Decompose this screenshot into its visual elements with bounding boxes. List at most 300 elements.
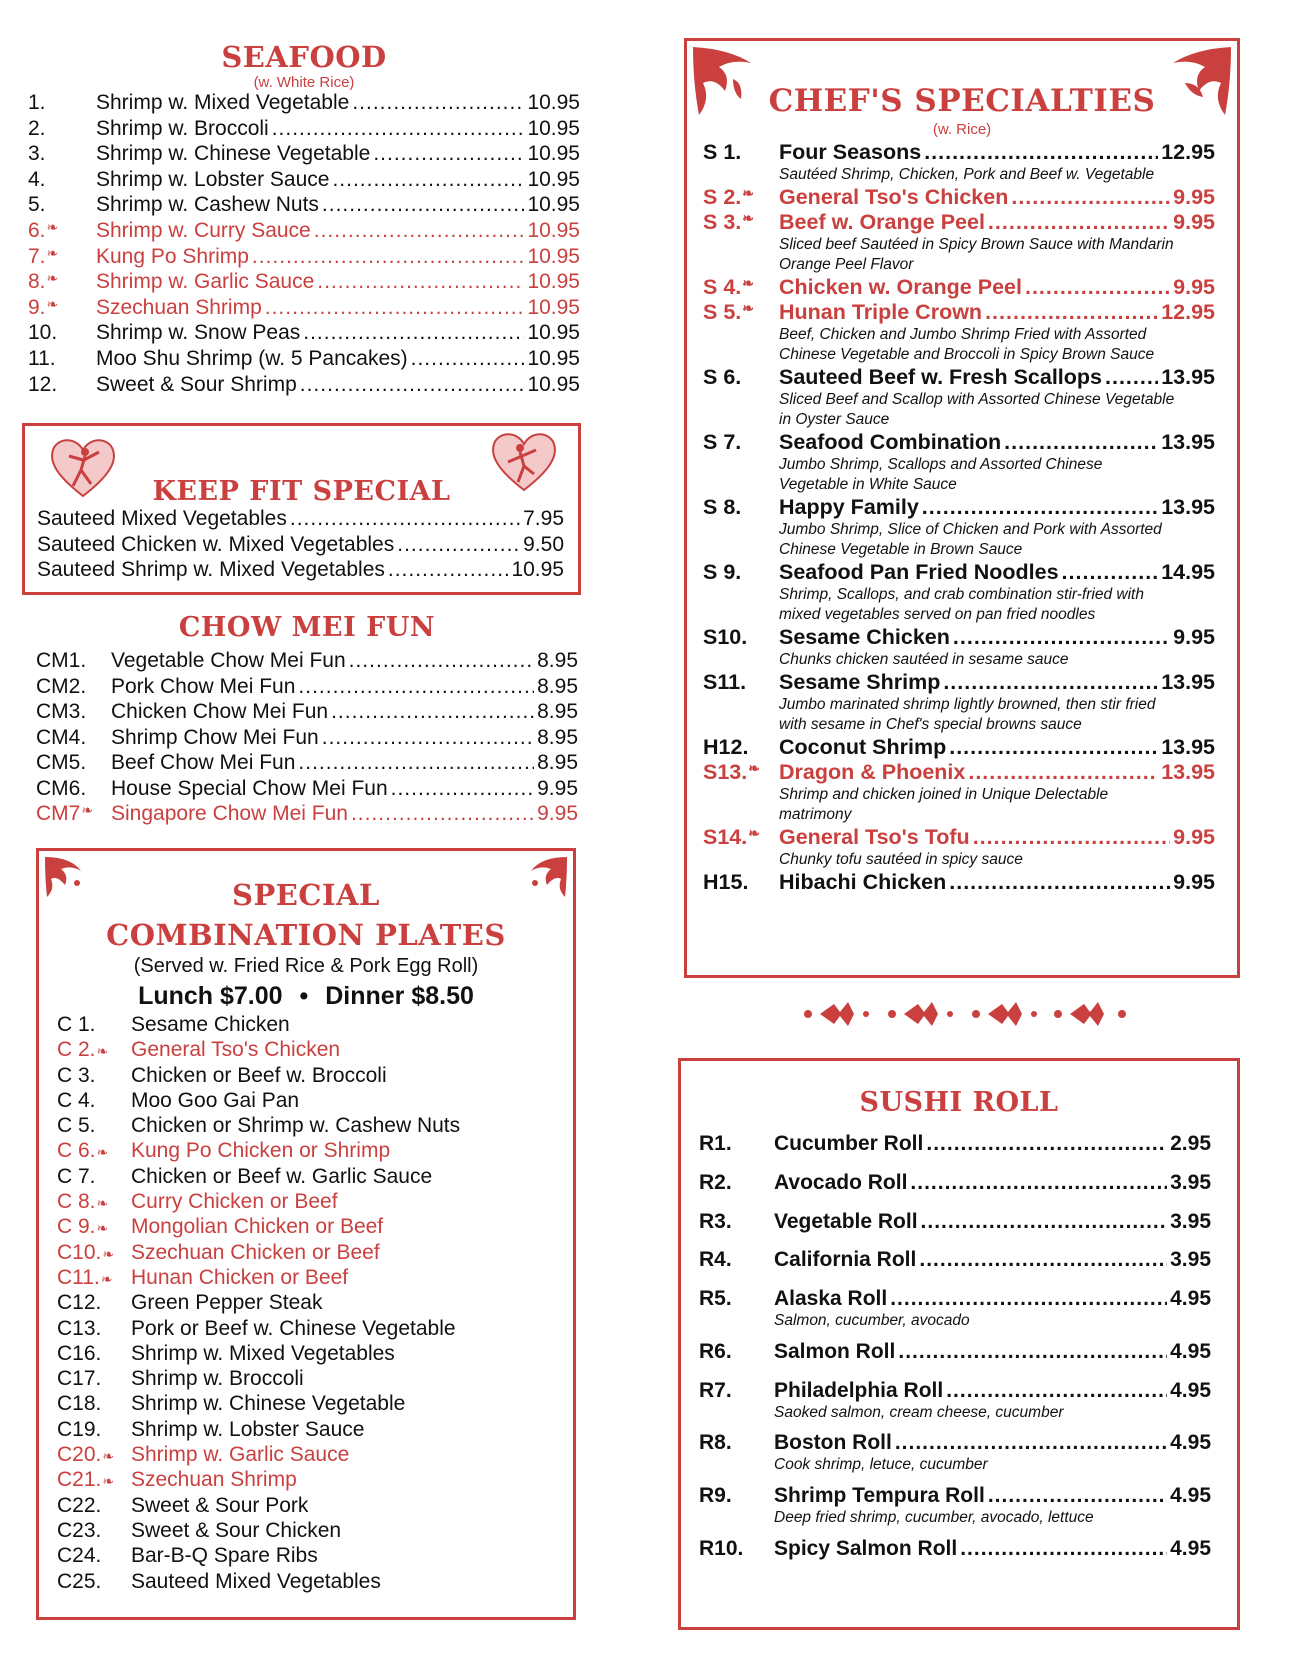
item-number-text: C10. (57, 1240, 102, 1264)
item-number: CM6. (36, 776, 87, 800)
leader-dots (1105, 365, 1158, 390)
item-price: 8.95 (537, 674, 578, 698)
item-number: CM2. (36, 674, 87, 698)
item-name: Szechuan Shrimp (131, 1468, 297, 1492)
leader-dots (322, 726, 534, 750)
leader-dots (898, 1340, 1167, 1364)
menu-item-row (699, 1171, 1211, 1195)
item-price: 3.95 (1170, 1209, 1211, 1233)
hot-pepper-icon: ❧ (742, 275, 754, 291)
item-number: S 8. (703, 495, 742, 519)
menu-item-row (703, 870, 1215, 895)
chefs-subtitle: (w. Rice) (932, 121, 992, 138)
combo-item (57, 1291, 573, 1316)
item-number-text: CM7 (36, 802, 81, 825)
item-name: Dragon & Phoenix (779, 760, 966, 784)
item-number-text: C24. (57, 1544, 102, 1568)
item-name: Shrimp w. Snow Peas (96, 321, 301, 345)
item-number-text: C12. (57, 1291, 102, 1315)
menu-item (703, 140, 1215, 185)
item-price: 10.95 (511, 558, 564, 581)
item-description: Salmon, cucumber, avocado (774, 1312, 970, 1330)
menu-item-row (703, 365, 1215, 390)
item-description: Sautéed Shrimp, Chicken, Pork and Beef w. Vegetable (779, 166, 1155, 183)
hot-pepper-icon: ❧ (96, 1144, 109, 1161)
item-number (57, 1443, 131, 1467)
item-number: S10. (703, 625, 748, 649)
item-name: Moo Shu Shrimp (w. 5 Pancakes) (96, 346, 408, 370)
heart-dancer-icon (488, 428, 560, 494)
item-number-text: C 8. (57, 1190, 96, 1214)
combo-item (57, 1342, 573, 1367)
leader-dots (265, 296, 525, 320)
item-name: Moo Goo Gai Pan (131, 1088, 300, 1112)
item-name: Pork Chow Mei Fun (111, 674, 296, 698)
hot-pepper-icon: ❧ (81, 802, 94, 818)
item-number (703, 275, 779, 300)
heart-dancer-icon (47, 434, 119, 500)
leader-dots (252, 245, 525, 269)
combo-item (57, 1038, 573, 1063)
item-number (57, 1570, 131, 1594)
menu-item (699, 1340, 1211, 1379)
item-number (57, 1038, 131, 1062)
item-number: 2. (28, 116, 46, 140)
item-name: Hunan Chicken or Beef (131, 1265, 349, 1289)
item-number: H12. (703, 735, 749, 759)
leader-dots (960, 1537, 1167, 1561)
item-number-text: C 7. (57, 1164, 96, 1188)
hot-pepper-icon: ❧ (46, 218, 59, 235)
leader-dots (919, 1248, 1167, 1272)
item-number (57, 1013, 131, 1037)
menu-item (703, 365, 1215, 430)
leader-dots (298, 751, 534, 775)
item-price: 7.95 (523, 507, 564, 530)
menu-item (28, 270, 580, 296)
item-description: Jumbo Shrimp, Scallops and Assorted Chinese Vegetable in White Sauce (779, 456, 1103, 493)
item-number-text: C19. (57, 1417, 102, 1441)
item-number: S 7. (703, 430, 742, 454)
item-number-text: C 1. (57, 1013, 96, 1036)
item-price: 10.95 (527, 116, 580, 140)
item-number: 12. (28, 372, 58, 396)
keep-fit-list (25, 507, 578, 584)
menu-item-row (699, 1287, 1211, 1311)
combo-item (57, 1418, 573, 1443)
menu-item (699, 1210, 1211, 1249)
item-description: Sliced Beef and Scallop with Assorted Chinese Vegetable in Oyster Sauce (779, 391, 1175, 428)
item-name: Chicken or Beef w. Garlic Sauce (131, 1164, 433, 1188)
menu-item (36, 675, 578, 701)
menu-item (703, 870, 1215, 895)
item-price: 8.95 (537, 751, 578, 774)
menu-item (703, 495, 1215, 560)
item-number: CM4. (36, 725, 87, 749)
item-name: Salmon Roll (774, 1339, 896, 1363)
menu-item-row (703, 735, 1215, 760)
item-number (57, 1165, 131, 1189)
leader-dots (317, 270, 524, 294)
item-price: 8.95 (537, 725, 578, 749)
item-number-text: S14. (703, 825, 748, 849)
chow-mei-fun-section (36, 612, 578, 828)
item-number (57, 1241, 131, 1265)
hot-pepper-icon: ❧ (102, 1448, 115, 1465)
menu-item (699, 1248, 1211, 1287)
item-number (703, 185, 779, 210)
item-number-text: 7. (28, 244, 46, 268)
menu-item (703, 300, 1215, 365)
menu-item-row (699, 1248, 1211, 1272)
item-price: 13.95 (1161, 760, 1215, 784)
item-number-text: C 3. (57, 1063, 96, 1087)
menu-item (28, 91, 580, 117)
hot-pepper-icon: ❧ (742, 210, 754, 226)
item-price: 3.95 (1170, 1170, 1211, 1194)
sushi-title: SUSHI ROLL (859, 1087, 1059, 1118)
leader-dots (988, 210, 1170, 235)
menu-item-row (703, 430, 1215, 455)
menu-item-row (703, 560, 1215, 585)
leader-dots (968, 760, 1158, 785)
item-price: 13.95 (1161, 735, 1215, 759)
menu-item (36, 649, 578, 675)
item-number: S11. (703, 670, 747, 694)
leader-dots (1004, 430, 1158, 455)
item-price: 10.95 (527, 91, 580, 114)
item-name: Chicken Chow Mei Fun (111, 700, 329, 723)
item-description: Beef, Chicken and Jumbo Shrimp Fried with Assorted Chinese Vegetable and Broccoli in Spicy Brown Sauce (779, 326, 1155, 363)
item-number: 10. (28, 321, 58, 345)
item-name: Shrimp w. Curry Sauce (96, 218, 311, 242)
menu-item (37, 558, 564, 584)
item-number (57, 1418, 131, 1442)
lunch-price: Lunch $7.00 (138, 982, 283, 1010)
menu-item (28, 142, 580, 168)
item-name: Philadelphia Roll (774, 1378, 944, 1402)
item-number-text: C23. (57, 1518, 102, 1542)
item-number (57, 1291, 131, 1315)
item-number: R1. (699, 1132, 732, 1155)
item-name: Beef w. Orange Peel (779, 210, 985, 234)
menu-item-row (703, 495, 1215, 520)
menu-item (36, 700, 578, 726)
item-number (703, 300, 779, 325)
item-number-text: C 5. (57, 1114, 96, 1138)
hot-pepper-icon: ❧ (96, 1043, 109, 1060)
menu-item (28, 193, 580, 219)
combo-item (57, 1114, 573, 1139)
combo-item (57, 1266, 573, 1291)
item-number: 11. (28, 346, 56, 370)
item-name: Kung Po Shrimp (96, 244, 249, 268)
leader-dots (921, 1210, 1168, 1234)
item-number (28, 245, 96, 269)
leader-dots (314, 219, 525, 243)
hot-pepper-icon: ❧ (96, 1195, 109, 1212)
item-price: 4.95 (1170, 1378, 1211, 1402)
item-number: R6. (699, 1339, 732, 1363)
chefs-title: CHEF'S SPECIALTIES (768, 83, 1156, 119)
leader-dots (272, 117, 525, 141)
menu-item-row (703, 210, 1215, 235)
item-name: Pork or Beef w. Chinese Vegetable (131, 1316, 456, 1340)
menu-item (703, 210, 1215, 275)
item-price: 9.95 (1173, 625, 1215, 649)
hot-pepper-icon: ❧ (742, 185, 754, 201)
item-description: Chunks chicken sautéed in sesame sauce (779, 651, 1069, 668)
menu-item (703, 185, 1215, 210)
menu-item-row (699, 1379, 1211, 1403)
combo-item (57, 1392, 573, 1417)
item-number: CM5. (36, 751, 87, 774)
menu-item-row (699, 1340, 1211, 1364)
menu-item (36, 751, 578, 777)
item-number-text: 6. (28, 218, 46, 242)
combo-item (57, 1165, 573, 1190)
item-number: H15. (703, 870, 749, 894)
item-number-text: C 6. (57, 1139, 96, 1163)
item-name: Sesame Shrimp (779, 670, 941, 694)
combo-item (57, 1139, 573, 1164)
item-name: Bar-B-Q Spare Ribs (131, 1544, 318, 1568)
item-price: 9.50 (523, 532, 564, 556)
item-number: R10. (699, 1536, 744, 1560)
menu-item-row (703, 140, 1215, 165)
leader-dots (331, 700, 534, 724)
menu-item (699, 1287, 1211, 1340)
item-number-text: C18. (57, 1392, 102, 1416)
combination-prices (39, 982, 573, 1011)
item-name: Sauteed Mixed Vegetables (37, 507, 287, 530)
item-price: 4.95 (1170, 1287, 1211, 1311)
chefs-list (687, 140, 1237, 895)
item-name: Shrimp w. Chinese Vegetable (96, 142, 371, 166)
item-name: Mongolian Chicken or Beef (131, 1215, 384, 1239)
price-separator: • (299, 982, 309, 1010)
seafood-subtitle: (w. White Rice) (253, 74, 355, 91)
item-number (57, 1317, 131, 1341)
item-number-text: C22. (57, 1493, 102, 1517)
menu-item (28, 168, 580, 194)
menu-item (28, 219, 580, 245)
item-name: Green Pepper Steak (131, 1291, 323, 1315)
menu-item-row (703, 185, 1215, 210)
menu-item (28, 347, 580, 373)
item-number: R9. (699, 1484, 732, 1508)
leader-dots (890, 1287, 1167, 1311)
item-description: Chunky tofu sautéed in spicy sauce (779, 851, 1023, 868)
menu-item (28, 373, 580, 399)
item-price: 14.95 (1161, 560, 1215, 584)
item-name: Seafood Combination (779, 430, 1002, 454)
item-number (57, 1064, 131, 1088)
leader-dots (953, 625, 1170, 650)
item-price: 10.95 (527, 193, 580, 217)
combination-title-line2: COMBINATION PLATES (106, 918, 506, 952)
item-price: 13.95 (1161, 670, 1215, 694)
menu-item-row (699, 1484, 1211, 1508)
item-number-text: S 4. (703, 275, 742, 299)
menu-item (699, 1537, 1211, 1576)
combination-served: (Served w. Fried Rice & Pork Egg Roll) (133, 955, 479, 977)
hot-pepper-icon: ❧ (46, 295, 59, 312)
hot-pepper-icon: ❧ (100, 1270, 113, 1287)
leader-dots (351, 802, 534, 826)
item-number (57, 1367, 131, 1391)
item-number-text: C25. (57, 1569, 102, 1593)
combo-item (57, 1064, 573, 1089)
combination-section (36, 848, 576, 1620)
item-name: Alaska Roll (774, 1287, 888, 1311)
item-name: Shrimp w. Mixed Vegetable (96, 91, 350, 114)
leader-dots (332, 168, 524, 192)
item-name: Vegetable Roll (774, 1209, 918, 1233)
menu-item-row (703, 300, 1215, 325)
item-name: General Tso's Chicken (131, 1038, 341, 1062)
item-price: 13.95 (1161, 495, 1215, 519)
hot-pepper-icon: ❧ (742, 300, 754, 316)
chow-mei-fun-title: CHOW MEI FUN (178, 612, 436, 643)
item-name: Shrimp w. Mixed Vegetables (131, 1341, 395, 1365)
item-price: 4.95 (1170, 1484, 1211, 1508)
item-number-text: C 2. (57, 1038, 96, 1062)
keep-fit-section (22, 423, 581, 595)
item-price: 10.95 (527, 321, 580, 345)
item-name: Sauteed Shrimp w. Mixed Vegetables (37, 558, 385, 581)
menu-item (28, 321, 580, 347)
item-number-text: S13. (703, 760, 748, 784)
item-price: 4.95 (1170, 1431, 1211, 1455)
item-number (57, 1544, 131, 1568)
leader-dots (922, 495, 1158, 520)
item-number (703, 210, 779, 235)
item-number-text: C 9. (57, 1215, 96, 1239)
item-name: Shrimp w. Cashew Nuts (96, 193, 319, 217)
leader-dots (298, 675, 534, 699)
menu-item-row (703, 760, 1215, 785)
decorative-divider (800, 998, 1134, 1030)
item-name: Hunan Triple Crown (779, 300, 983, 324)
item-number (703, 760, 779, 785)
item-price: 8.95 (537, 700, 578, 723)
corner-ornament-icon (41, 853, 101, 913)
item-number: R2. (699, 1170, 732, 1194)
item-number-text: C 4. (57, 1088, 96, 1112)
item-number (57, 1114, 131, 1138)
item-description: Cook shrimp, letuce, cucumber (774, 1456, 988, 1474)
menu-item (36, 777, 578, 803)
item-name: Cucumber Roll (774, 1132, 924, 1155)
menu-item (699, 1431, 1211, 1484)
item-price: 9.95 (1173, 825, 1215, 849)
leader-dots (411, 347, 525, 371)
menu-item (28, 296, 580, 322)
menu-item (37, 533, 564, 559)
menu-item-row (703, 275, 1215, 300)
leader-dots (973, 825, 1170, 850)
combo-item (57, 1367, 573, 1392)
seafood-section (28, 40, 580, 398)
item-name: Sauteed Chicken w. Mixed Vegetables (37, 532, 395, 556)
item-price: 10.95 (527, 218, 580, 242)
item-number (57, 1468, 131, 1492)
menu-item (703, 670, 1215, 735)
menu-item (36, 802, 578, 828)
item-name: Seafood Pan Fried Noodles (779, 560, 1059, 584)
item-price: 8.95 (537, 649, 578, 672)
item-number (57, 1139, 131, 1163)
leader-dots (926, 1132, 1167, 1156)
item-name: Sweet & Sour Shrimp (96, 372, 297, 396)
item-number (28, 270, 96, 294)
combo-item (57, 1443, 573, 1468)
menu-item (703, 275, 1215, 300)
item-price: 13.95 (1161, 365, 1215, 389)
combo-item (57, 1190, 573, 1215)
menu-item (703, 760, 1215, 825)
item-number (36, 802, 111, 826)
corner-ornament-icon (1155, 43, 1235, 133)
item-name: Shrimp w. Chinese Vegetable (131, 1392, 406, 1416)
item-number: CM1. (36, 649, 87, 672)
hot-pepper-icon: ❧ (96, 1220, 109, 1237)
item-price: 12.95 (1161, 140, 1215, 164)
leader-dots (373, 142, 524, 166)
item-number-text: C17. (57, 1367, 102, 1391)
leader-dots (943, 670, 1158, 695)
item-number: CM3. (36, 700, 87, 723)
item-name: Chicken or Beef w. Broccoli (131, 1063, 387, 1087)
menu-item-row (699, 1132, 1211, 1156)
sushi-list (681, 1132, 1237, 1576)
combo-item (57, 1317, 573, 1342)
item-name: Curry Chicken or Beef (131, 1190, 338, 1214)
item-price: 2.95 (1170, 1132, 1211, 1155)
item-number-text: S 2. (703, 185, 742, 209)
item-price: 9.95 (1173, 870, 1215, 894)
combination-title-line1: SPECIAL (232, 878, 380, 912)
menu-item-row (699, 1210, 1211, 1234)
item-number-text: 9. (28, 295, 46, 319)
item-name: General Tso's Chicken (779, 185, 1009, 209)
item-number: R5. (699, 1287, 732, 1311)
item-number: 3. (28, 142, 46, 166)
menu-item (703, 560, 1215, 625)
item-name: Coconut Shrimp (779, 735, 947, 759)
dinner-price: Dinner $8.50 (325, 982, 474, 1010)
item-number: R7. (699, 1378, 732, 1402)
item-description: Shrimp and chicken joined in Unique Delectable matrimony (779, 786, 1109, 823)
item-name: Shrimp w. Broccoli (96, 116, 269, 140)
item-name: Chicken or Shrimp w. Cashew Nuts (131, 1114, 461, 1138)
item-number (28, 296, 96, 320)
menu-item-row (699, 1537, 1211, 1561)
combo-item (57, 1215, 573, 1240)
item-name: Szechuan Chicken or Beef (131, 1240, 380, 1264)
item-name: Sesame Chicken (131, 1013, 290, 1036)
item-price: 3.95 (1170, 1248, 1211, 1272)
item-name: Spicy Salmon Roll (774, 1536, 958, 1560)
item-name: Four Seasons (779, 140, 922, 164)
hot-pepper-icon: ❧ (102, 1473, 115, 1490)
item-name: Beef Chow Mei Fun (111, 751, 296, 774)
chow-mei-fun-list (36, 649, 578, 828)
item-price: 10.95 (527, 142, 580, 166)
item-number-text: C20. (57, 1443, 102, 1467)
menu-item (28, 117, 580, 143)
